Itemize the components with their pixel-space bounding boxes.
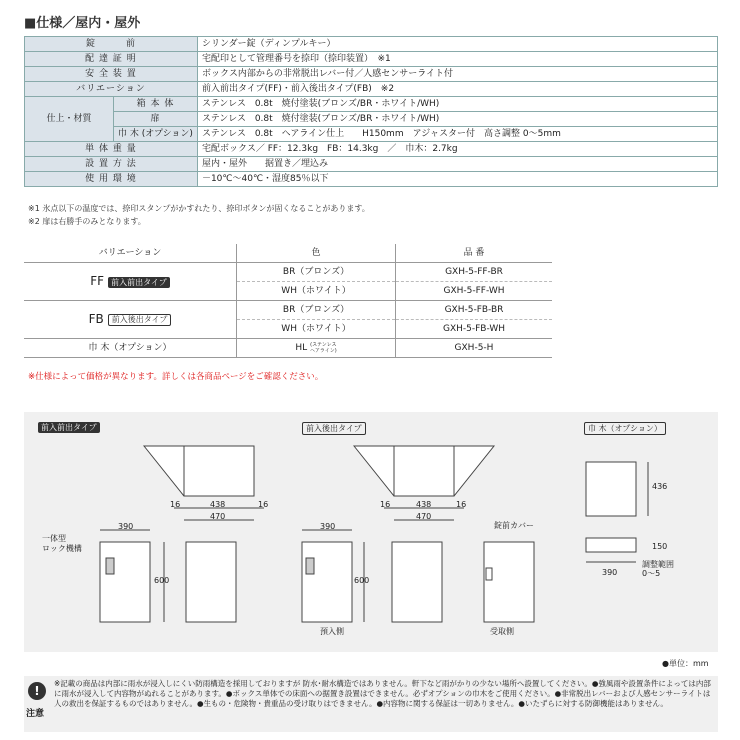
- part-cell: GXH-5-FB-BR: [396, 301, 553, 320]
- spec-value: ステンレス 0.8t 焼付塗装(ブロンズ/BR・ホワイト/WH): [197, 112, 717, 127]
- dim-470: 470: [210, 512, 226, 521]
- in-side-label: 預入側: [320, 627, 344, 636]
- part-cell: GXH-5-FF-WH: [396, 282, 553, 301]
- spec-label: 仕上・材質: [25, 97, 114, 142]
- col-part: 品 番: [396, 244, 553, 263]
- ff-back-panel: [186, 542, 236, 622]
- dim-16: 16: [380, 500, 391, 509]
- variation-fb: [24, 301, 237, 339]
- caution-box: [24, 676, 718, 732]
- fb-code: FB: [88, 311, 104, 326]
- dim-436: 436: [652, 482, 668, 491]
- h-color-sub: (ステンレス ヘアライン): [310, 341, 337, 354]
- dim-600: 600: [154, 576, 170, 585]
- out-side-label: 受取側: [490, 627, 514, 636]
- fb-lock-cover: [486, 568, 492, 580]
- dim-150: 150: [652, 542, 668, 551]
- spec-label: 設 置 方 法: [25, 157, 198, 172]
- color-cell: [237, 339, 396, 358]
- part-cell: GXH-5-FB-WH: [396, 320, 553, 339]
- lock-mech-label: 一体型 ロック機構: [42, 534, 82, 553]
- caution-label: 注意: [26, 709, 45, 719]
- dim-390: 390: [320, 522, 336, 531]
- variation-h: 巾 木（オプション）: [24, 339, 237, 358]
- spec-label: 配 達 証 明: [25, 52, 198, 67]
- spec-value: 前入前出タイプ(FF)・前入後出タイプ(FB) ※2: [197, 82, 717, 97]
- spec-label: 使 用 環 境: [25, 172, 198, 187]
- dim-16: 16: [258, 500, 269, 509]
- spec-value: 宅配ボックス／ FF：12.3kg FB：14.3kg ／ 巾木：2.7kg: [197, 142, 717, 157]
- h-color: HL: [295, 343, 308, 353]
- ff-top-body: [184, 446, 254, 496]
- part-cell: GXH-5-H: [396, 339, 553, 358]
- spec-label: バリエーション: [25, 82, 198, 97]
- color-cell: WH（ホワイト）: [237, 320, 396, 339]
- dim-16: 16: [170, 500, 181, 509]
- base-top: [586, 462, 636, 516]
- ff-front-panel: [100, 542, 150, 622]
- caution-icon: !: [28, 682, 46, 700]
- dim-438: 438: [210, 500, 226, 509]
- variation-ff: [24, 263, 237, 301]
- diagram-drawing: [24, 412, 718, 652]
- unit-label: ●単位：mm: [662, 659, 709, 668]
- spec-label: 巾 木 (オプション): [114, 127, 198, 142]
- base-side: [586, 538, 636, 552]
- section-title: ■仕様／屋内・屋外: [24, 16, 141, 31]
- ff-title: 前入前出タイプ: [38, 422, 100, 433]
- dimension-diagram: [24, 412, 718, 652]
- caution-text: ※記載の商品は内部に雨水が浸入しにくい防雨構造を採用しておりますが 防水･耐水構造ではありません。軒下など雨がかりの少ない場所へ設置してください。●強風雨や設置条件によっては内部に雨水が浸入して内容物がぬれることがあります。●ボックス単体での床面への据置き設置はできません。必ずオプションの巾木をご使用ください。●非常脱出レバーおよび人感センサーライトは人の救出を保証するものではありません。●生もの・危険物・貴重品の受け取りはできません。●内容物に関する保証は一切ありません。●いたずらに対する防御機能はありません。: [54, 679, 711, 708]
- dim-390: 390: [118, 522, 134, 531]
- fb-back-panel: [484, 542, 534, 622]
- fb-badge: 前入後出タイプ: [108, 314, 172, 326]
- spec-label: 安 全 装 置: [25, 67, 198, 82]
- price-warning: ※仕様によって価格が異なります。詳しくは各商品ページをご確認ください。: [28, 372, 324, 382]
- lock-cover-label: 錠前カバー: [494, 521, 534, 530]
- dim-470: 470: [416, 512, 432, 521]
- spec-label: 錠 前: [25, 37, 198, 52]
- dim-390: 390: [602, 568, 618, 577]
- color-cell: BR（ブロンズ）: [237, 263, 396, 282]
- spec-value: シリンダー錠（ディンプルキー）: [197, 37, 717, 52]
- note-2: ※2 扉は右勝手のみとなります。: [28, 217, 146, 226]
- ff-lock: [106, 558, 114, 574]
- variation-table: [24, 244, 552, 358]
- spec-value: 屋内・屋外 据置き／埋込み: [197, 157, 717, 172]
- color-cell: WH（ホワイト）: [237, 282, 396, 301]
- spec-value: 宅配印として管理番号を捺印（捺印装置） ※1: [197, 52, 717, 67]
- adjust-label: 調整範囲 0～5: [642, 560, 674, 578]
- spec-label: 箱 本 体: [114, 97, 198, 112]
- spec-table: [24, 36, 718, 187]
- spec-value: ステンレス 0.8t ヘアライン仕上 H150mm アジャスター付 高さ調整 0～5mm: [197, 127, 717, 142]
- dim-600: 600: [354, 576, 370, 585]
- spec-label: 単 体 重 量: [25, 142, 198, 157]
- ff-code: FF: [90, 273, 105, 288]
- fb-front-panel: [302, 542, 352, 622]
- fb-title: 前入後出タイプ: [302, 422, 366, 435]
- fb-lock: [306, 558, 314, 574]
- fb-top-body: [394, 446, 454, 496]
- col-variation: バリエーション: [24, 244, 237, 263]
- fb-mid-panel: [392, 542, 442, 622]
- spec-value: －10℃～40℃・湿度85％以下: [197, 172, 717, 187]
- ff-badge: 前入前出タイプ: [108, 277, 170, 288]
- part-cell: GXH-5-FF-BR: [396, 263, 553, 282]
- dim-16: 16: [456, 500, 467, 509]
- color-cell: BR（ブロンズ）: [237, 301, 396, 320]
- col-color: 色: [237, 244, 396, 263]
- spec-value: ボックス内部からの非常脱出レバー付／人感センサーライト付: [197, 67, 717, 82]
- dim-438: 438: [416, 500, 432, 509]
- spec-label: 扉: [114, 112, 198, 127]
- spec-value: ステンレス 0.8t 焼付塗装(ブロンズ/BR・ホワイト/WH): [197, 97, 717, 112]
- note-1: ※1 氷点以下の温度では、捺印スタンプがかすれたり、捺印ボタンが固くなることがあります。: [28, 204, 370, 213]
- base-title: 巾 木（オプション）: [584, 422, 666, 435]
